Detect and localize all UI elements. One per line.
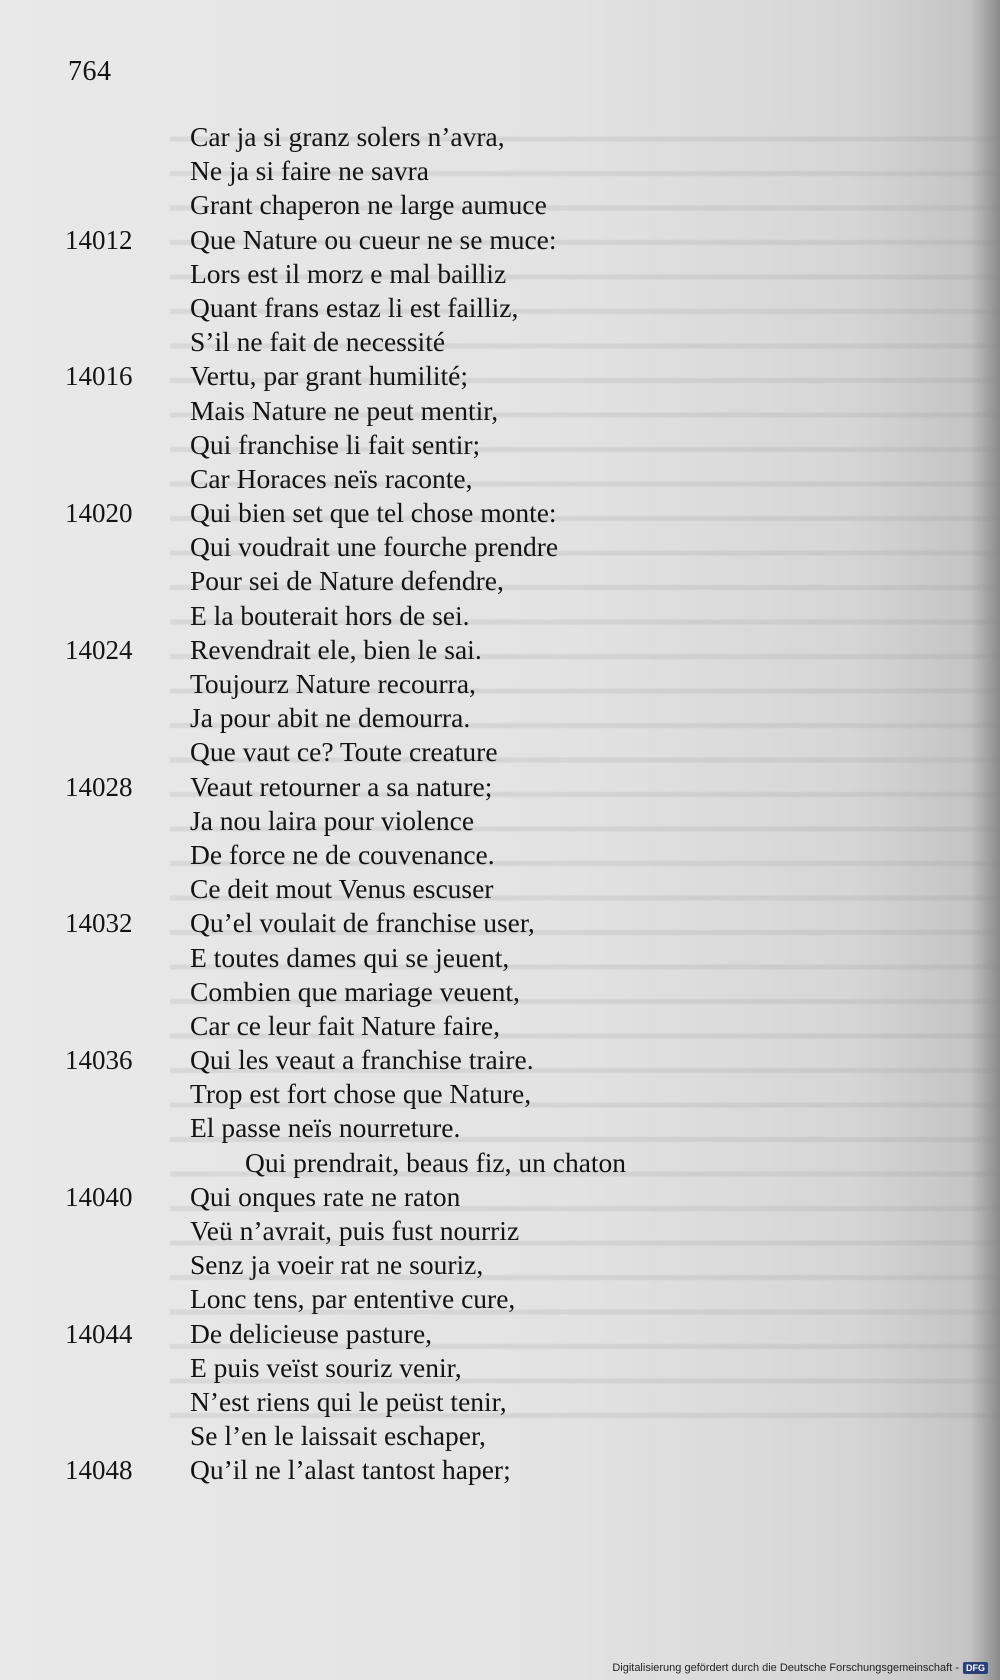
- verse-text: Senz ja voeir rat ne souriz,: [190, 1249, 484, 1281]
- verse-line: [0, 223, 1000, 257]
- verse-text: Car ce leur fait Nature faire,: [190, 1009, 500, 1041]
- verse-text: Car Horaces neïs raconte,: [190, 462, 473, 494]
- line-number: 14044: [65, 1318, 133, 1349]
- verse-line: [0, 1317, 1000, 1351]
- dfg-logo: DFG: [963, 1662, 988, 1674]
- verse-text: Se l’en le laissait eschaper,: [190, 1420, 486, 1452]
- credit-text: Digitalisierung gefördert durch die Deutsche Forschungsgemeinschaft -: [612, 1662, 959, 1674]
- verse-line: [0, 701, 1000, 735]
- verse-text: Combien que mariage veuent,: [190, 975, 520, 1007]
- verse-text: Qui franchise li fait sentir;: [190, 428, 481, 460]
- line-number: 14024: [65, 634, 133, 665]
- verse-text: Vertu, par grant humilité;: [190, 360, 468, 392]
- verse-line: [0, 1009, 1000, 1043]
- verse-line: [0, 1351, 1000, 1385]
- verse-text: De force ne de couvenance.: [190, 838, 495, 870]
- verse-text: Ne ja si faire ne savra: [190, 155, 429, 187]
- verse-line: [0, 291, 1000, 325]
- verse-line: [0, 257, 1000, 291]
- digitization-credit: [612, 1662, 988, 1674]
- verse-line: [0, 530, 1000, 564]
- verse-line: [0, 1248, 1000, 1282]
- verse-text: E la bouterait hors de sei.: [190, 599, 470, 631]
- verse-line: [0, 735, 1000, 769]
- verse-text: Qu’il ne l’alast tantost haper;: [190, 1454, 511, 1486]
- verse-text: Quant frans estaz li est failliz,: [190, 291, 519, 323]
- line-number: 14028: [65, 771, 133, 802]
- verse-line: [0, 394, 1000, 428]
- verse-line: [0, 1453, 1000, 1487]
- verse-line: [0, 120, 1000, 154]
- verse-text: Lors est il morz e mal bailliz: [190, 257, 507, 289]
- verse-text: Que vaut ce? Toute creature: [190, 736, 498, 768]
- verse-block: [0, 120, 1000, 1488]
- verse-line: [0, 1043, 1000, 1077]
- verse-line: [0, 1077, 1000, 1111]
- verse-text: Qui bien set que tel chose monte:: [190, 497, 557, 529]
- verse-text: Toujourz Nature recourra,: [190, 668, 476, 699]
- verse-text: Grant chaperon ne large aumuce: [190, 189, 547, 221]
- verse-line: [0, 872, 1000, 906]
- verse-text: N’est riens qui le peüst tenir,: [190, 1385, 507, 1417]
- verse-line: [0, 770, 1000, 804]
- line-number: 14032: [65, 908, 133, 939]
- verse-line: [0, 496, 1000, 530]
- verse-text: Qui voudrait une fourche prendre: [190, 531, 559, 563]
- verse-line: [0, 154, 1000, 188]
- verse-line: [0, 1385, 1000, 1419]
- verse-text: E toutes dames qui se jeuent,: [190, 941, 510, 973]
- verse-line: [0, 325, 1000, 359]
- verse-text: Qui prendrait, beaus fiz, un chaton: [245, 1146, 627, 1178]
- verse-line: [0, 359, 1000, 393]
- verse-text: Veaut retourner a sa nature;: [190, 770, 493, 802]
- line-number: 14048: [65, 1455, 133, 1486]
- verse-line: [0, 1180, 1000, 1214]
- line-number: 14040: [65, 1181, 133, 1212]
- verse-line: [0, 633, 1000, 667]
- verse-line: [0, 667, 1000, 701]
- verse-text: Ce deit mout Venus escuser: [190, 873, 494, 905]
- verse-text: Que Nature ou cueur ne se muce:: [190, 223, 557, 255]
- verse-text: Mais Nature ne peut mentir,: [190, 394, 499, 426]
- verse-line: [0, 1282, 1000, 1316]
- verse-text: Revendrait ele, bien le sai.: [190, 633, 482, 665]
- verse-text: Ja pour abit ne demourra.: [190, 702, 471, 734]
- line-number: 14020: [65, 498, 133, 529]
- verse-line: [0, 1111, 1000, 1145]
- verse-text: S’il ne fait de necessité: [190, 326, 446, 358]
- verse-text: Lonc tens, par ententive cure,: [190, 1283, 516, 1315]
- verse-line: [0, 599, 1000, 633]
- line-number: 14012: [65, 224, 133, 255]
- page-number: 764: [68, 56, 112, 87]
- line-number: 14036: [65, 1045, 133, 1076]
- verse-line: [0, 564, 1000, 598]
- verse-text: Ja nou laira pour violence: [190, 804, 475, 836]
- verse-line: [0, 1419, 1000, 1453]
- verse-text: E puis veïst souriz venir,: [190, 1351, 462, 1383]
- verse-line: [0, 906, 1000, 940]
- verse-text: Veü n’avrait, puis fust nourriz: [190, 1215, 520, 1246]
- verse-line: [0, 804, 1000, 838]
- line-number: 14016: [65, 361, 133, 392]
- verse-line: [0, 428, 1000, 462]
- verse-line: [0, 462, 1000, 496]
- verse-text: Qui onques rate ne raton: [190, 1180, 461, 1212]
- verse-line: [0, 1214, 1000, 1248]
- verse-line: [0, 975, 1000, 1009]
- verse-text: Qu’el voulait de franchise user,: [190, 907, 535, 939]
- verse-line: [0, 188, 1000, 222]
- verse-text: El passe neïs nourreture.: [190, 1112, 461, 1144]
- verse-text: Trop est fort chose que Nature,: [190, 1078, 532, 1110]
- verse-text: Pour sei de Nature defendre,: [190, 565, 504, 597]
- verse-text: Qui les veaut a franchise traire.: [190, 1044, 534, 1076]
- verse-line: [0, 941, 1000, 975]
- verse-text: Car ja si granz solers n’avra,: [190, 121, 505, 152]
- verse-text: De delicieuse pasture,: [190, 1317, 433, 1349]
- verse-line: [0, 838, 1000, 872]
- verse-line: [0, 1146, 1000, 1180]
